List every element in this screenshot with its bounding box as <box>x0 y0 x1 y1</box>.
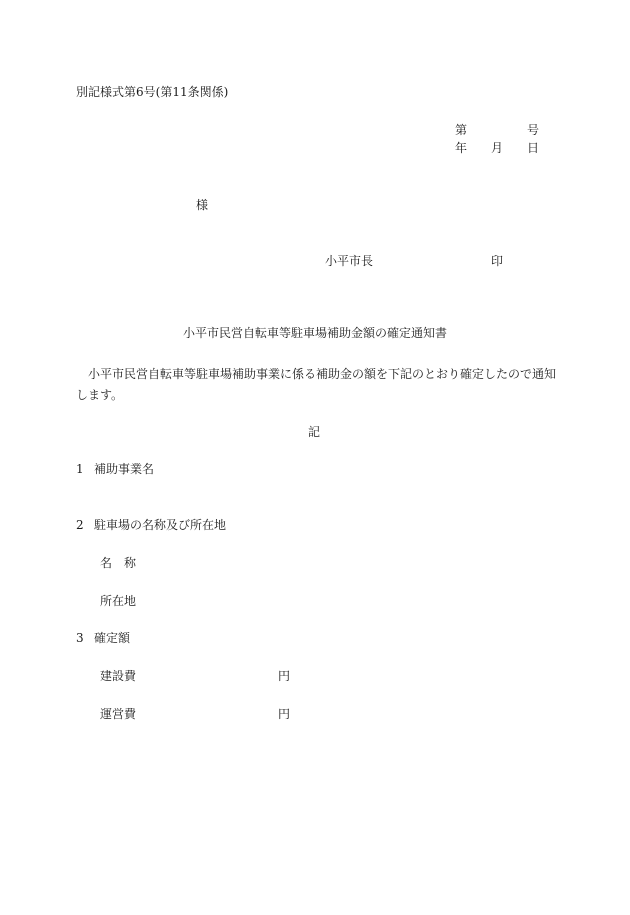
item2-name-label: 名 称 <box>100 556 137 570</box>
document-title: 小平市民営自転車等駐車場補助金額の確定通知書 <box>183 326 448 340</box>
operation-cost-currency: 円 <box>278 707 291 721</box>
date-year: 年 <box>455 141 468 155</box>
item1-label: 補助事業名 <box>94 462 155 476</box>
item2-label: 駐車場の名称及び所在地 <box>94 518 227 532</box>
issuer-seal: 印 <box>491 254 504 268</box>
document-number-suffix: 号 <box>527 123 540 137</box>
form-reference: 別記様式第6号(第11条関係) <box>76 85 229 99</box>
issuer-name: 小平市長 <box>325 254 374 268</box>
document-body: 小平市民営自転車等駐車場補助事業に係る補助金の額を下記のとおり確定したので通知します。 <box>76 367 557 402</box>
construction-cost-label: 建設費 <box>100 669 137 683</box>
construction-cost-currency: 円 <box>278 669 291 683</box>
ki-marker: 記 <box>308 425 321 439</box>
addressee-honorific: 様 <box>196 198 209 212</box>
document-number-prefix: 第 <box>455 123 468 137</box>
item2-number: 2 <box>76 518 84 532</box>
item2-location-label: 所在地 <box>100 594 137 608</box>
item3-label: 確定額 <box>94 631 131 645</box>
date-day: 日 <box>527 141 540 155</box>
item3-number: 3 <box>76 631 84 645</box>
date-month: 月 <box>491 141 504 155</box>
operation-cost-label: 運営費 <box>100 707 137 721</box>
item1-number: 1 <box>76 462 84 476</box>
